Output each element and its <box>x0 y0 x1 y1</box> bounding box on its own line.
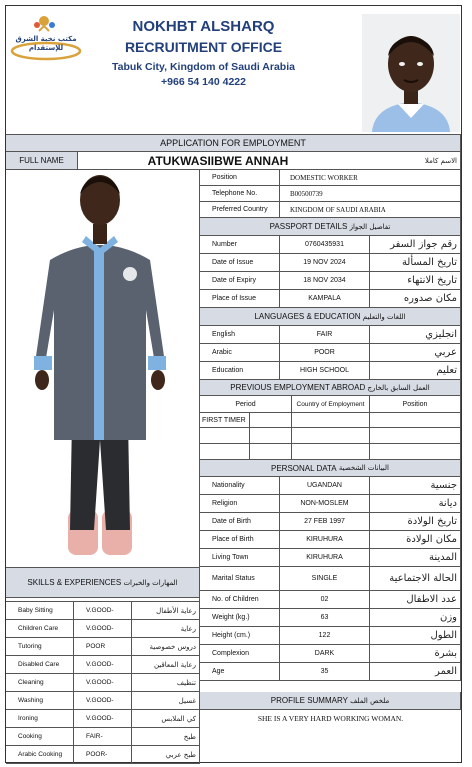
employment-cell <box>250 413 292 428</box>
personal-row-value: 02 <box>280 591 370 609</box>
passport-row-label: Date of Expiry <box>200 272 280 290</box>
personal-row-value: 122 <box>280 627 370 645</box>
passport-row-arabic: تاريخ الانتهاء <box>370 272 461 290</box>
employment-section-title <box>200 380 461 396</box>
employment-cell <box>370 444 461 460</box>
personal-title-arabic: البيانات الشخصية <box>338 464 389 472</box>
skill-row-label: Tutoring <box>6 638 74 656</box>
skill-row-value: FAIR- <box>74 728 132 746</box>
office-name-line1: NOKHBT ALSHARQ <box>132 18 275 35</box>
full-name-arabic: الاسم كاملا <box>358 152 461 170</box>
personal-row-value: 63 <box>280 609 370 627</box>
personal-row-value: DARK <box>280 645 370 663</box>
skill-row-label: Cleaning <box>6 674 74 692</box>
position-row-value: B00500739 <box>280 186 461 202</box>
skill-row-value: V.GOOD- <box>74 620 132 638</box>
skill-row-value: POOR <box>74 638 132 656</box>
employment-cell <box>250 444 292 460</box>
languages-section-title <box>200 308 461 326</box>
personal-row-value: SINGLE <box>280 567 370 591</box>
personal-row-label: Weight (kg.) <box>200 609 280 627</box>
personal-row-arabic: العمر <box>370 663 461 681</box>
passport-row-value: KAMPALA <box>280 290 370 308</box>
skills-section-title <box>6 568 200 598</box>
employment-cell <box>292 428 370 444</box>
personal-row-value: 27 FEB 1997 <box>280 513 370 531</box>
passport-title-arabic: تفاصيل الجواز <box>349 222 391 231</box>
passport-row-label: Date of Issue <box>200 254 280 272</box>
employment-header-position: Position <box>370 396 461 413</box>
office-phone: +966 54 140 4222 <box>161 76 246 88</box>
skill-row-value: POOR- <box>74 746 132 764</box>
employment-first-timer: FIRST TIMER <box>200 413 250 428</box>
profile-summary-text: SHE IS A VERY HARD WORKING WOMAN. <box>257 714 404 723</box>
skill-row-value: V.GOOD- <box>74 710 132 728</box>
languages-row-label: Arabic <box>200 344 280 362</box>
position-row-label: Preferred Country <box>200 202 280 218</box>
skill-row-arabic: طبخ <box>132 728 200 746</box>
passport-row-value: 0760435931 <box>280 236 370 254</box>
personal-title: PERSONAL DATA <box>271 463 337 473</box>
employment-cell <box>292 444 370 460</box>
personal-row-label: Living Town <box>200 549 280 567</box>
skill-row-label: Children Care <box>6 620 74 638</box>
office-city: Tabuk City, Kingdom of Saudi Arabia <box>112 61 295 73</box>
passport-row-arabic: تاريخ المسألة <box>370 254 461 272</box>
languages-row-value: FAIR <box>280 326 370 344</box>
languages-title-arabic: اللغات والتعليم <box>362 312 406 321</box>
profile-title-arabic: ملخص الملف <box>350 696 390 705</box>
profile-title: PROFILE SUMMARY <box>270 696 348 705</box>
application-sheet <box>5 5 462 763</box>
personal-row-arabic: ديانة <box>370 495 461 513</box>
employment-cell <box>250 428 292 444</box>
employment-cell <box>200 444 250 460</box>
personal-row-arabic: الحالة الاجتماعية <box>370 567 461 591</box>
languages-row-label: Education <box>200 362 280 380</box>
skill-row-value: V.GOOD- <box>74 674 132 692</box>
languages-row-arabic: انجليزي <box>370 326 461 344</box>
passport-row-label: Place of Issue <box>200 290 280 308</box>
personal-row-value: UGANDAN <box>280 477 370 495</box>
employment-cell <box>292 413 370 428</box>
personal-row-label: Complexion <box>200 645 280 663</box>
header <box>6 6 461 134</box>
full-name-value: ATUKWASIIBWE ANNAH <box>78 152 358 170</box>
employment-cell <box>370 428 461 444</box>
skill-row-value: V.GOOD- <box>74 692 132 710</box>
personal-row-label: Nationality <box>200 477 280 495</box>
skill-row-arabic: طبخ عربي <box>132 746 200 764</box>
employment-header-country: Country of Employment <box>292 396 370 413</box>
passport-row-label: Number <box>200 236 280 254</box>
languages-row-value: POOR <box>280 344 370 362</box>
skill-row-arabic: غسيل <box>132 692 200 710</box>
personal-row-label: Height (cm.) <box>200 627 280 645</box>
languages-row-arabic: تعليم <box>370 362 461 380</box>
personal-row-label: Age <box>200 663 280 681</box>
skills-title: SKILLS & EXPERIENCES <box>27 578 122 587</box>
skill-row-value: V.GOOD- <box>74 602 132 620</box>
languages-row-value: HIGH SCHOOL <box>280 362 370 380</box>
employment-title-arabic: العمل السابق بالخارج <box>367 383 430 392</box>
personal-row-label: Marital Status <box>200 567 280 591</box>
position-row-value: DOMESTIC WORKER <box>280 170 461 186</box>
passport-row-arabic: رقم جواز السفر <box>370 236 461 254</box>
personal-row-arabic: وزن <box>370 609 461 627</box>
languages-row-label: English <box>200 326 280 344</box>
position-row-label: Telephone No. <box>200 186 280 202</box>
languages-title: LANGUAGES & EDUCATION <box>254 312 361 321</box>
employment-cell <box>200 428 250 444</box>
skill-row-arabic: دروس خصوصية <box>132 638 200 656</box>
logo-arabic-text: مكتب نخبة الشرق للإستقدام <box>15 35 77 52</box>
skill-row-value: V.GOOD- <box>74 656 132 674</box>
personal-row-arabic: تاريخ الولادة <box>370 513 461 531</box>
personal-row-value: NON-MOSLEM <box>280 495 370 513</box>
passport-title: PASSPORT DETAILS <box>269 222 348 231</box>
position-row-label: Position <box>200 170 280 186</box>
applicant-full-photo <box>6 170 200 568</box>
passport-section-title <box>200 218 461 236</box>
employment-cell <box>370 413 461 428</box>
personal-row-value: KIRUHURA <box>280 531 370 549</box>
skill-row-label: Ironing <box>6 710 74 728</box>
personal-row-value: 35 <box>280 663 370 681</box>
personal-row-arabic: بشرة <box>370 645 461 663</box>
passport-row-value: 18 NOV 2034 <box>280 272 370 290</box>
personal-row-label: Religion <box>200 495 280 513</box>
languages-row-arabic: عربي <box>370 344 461 362</box>
passport-row-arabic: مكان صدوره <box>370 290 461 308</box>
skill-row-label: Cooking <box>6 728 74 746</box>
skill-row-label: Disabled Care <box>6 656 74 674</box>
skill-row-label: Arabic Cooking <box>6 746 74 764</box>
skill-row-label: Baby Sitting <box>6 602 74 620</box>
employment-header-period: Period <box>200 396 292 413</box>
profile-section-title <box>200 692 461 710</box>
personal-row-label: Place of Birth <box>200 531 280 549</box>
full-name-label: FULL NAME <box>6 152 78 170</box>
skill-row-arabic: رعاية الأطفال <box>132 602 200 620</box>
personal-row-arabic: جنسية <box>370 477 461 495</box>
headshot-portrait-image <box>362 14 460 132</box>
skill-row-label: Washing <box>6 692 74 710</box>
personal-row-value: KIRUHURA <box>280 549 370 567</box>
office-name-line2: RECRUITMENT OFFICE <box>124 39 283 55</box>
skill-row-arabic: رعاية المعاقين <box>132 656 200 674</box>
personal-row-arabic: المدينة <box>370 549 461 567</box>
personal-row-label: No. of Children <box>200 591 280 609</box>
passport-row-value: 19 NOV 2024 <box>280 254 370 272</box>
personal-row-arabic: مكان الولادة <box>370 531 461 549</box>
personal-row-label: Date of Birth <box>200 513 280 531</box>
full-body-photo-image <box>6 170 200 568</box>
form-title: APPLICATION FOR EMPLOYMENT <box>6 134 461 152</box>
skill-row-arabic: رعاية <box>132 620 200 638</box>
personal-row-arabic: الطول <box>370 627 461 645</box>
personal-section-title <box>200 460 461 477</box>
company-logo <box>9 11 83 63</box>
skills-title-arabic: المهارات والخبرات <box>123 578 178 587</box>
personal-row-arabic: عدد الاطفال <box>370 591 461 609</box>
position-row-value: KINGDOM OF SAUDI ARABIA <box>280 202 461 218</box>
employment-title: PREVIOUS EMPLOYMENT ABROAD <box>230 383 366 392</box>
applicant-headshot <box>362 14 460 132</box>
skill-row-arabic: تنظيف <box>132 674 200 692</box>
skill-row-arabic: كي الملابس <box>132 710 200 728</box>
